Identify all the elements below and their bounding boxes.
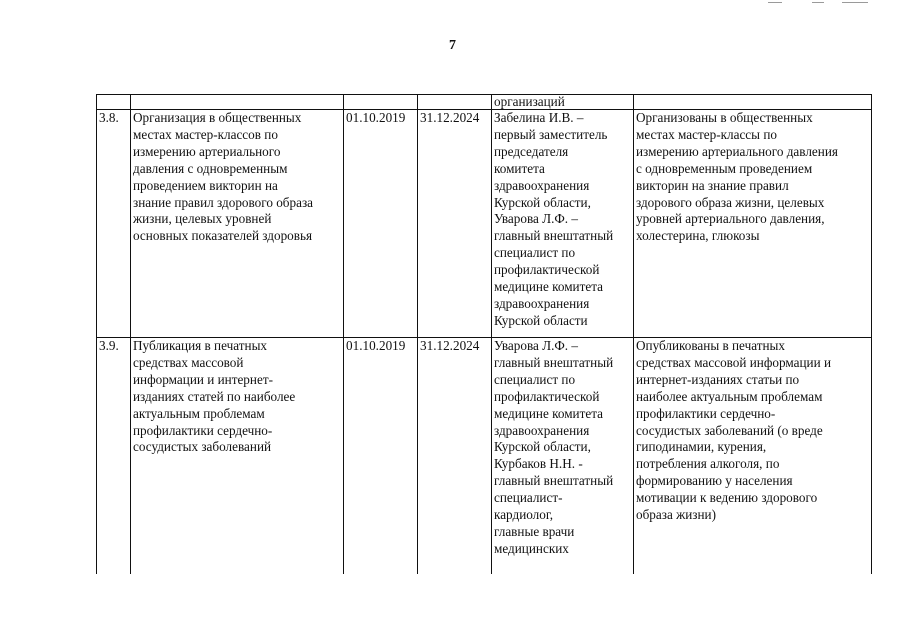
page-number: 7 [449,38,456,53]
cell-num: 3.9. [97,338,131,575]
cell-action: Организация в общественных местах мастер-классов по измерению артериального давления с одновременным проведением викторин на знание правил здорового образа жизни, целевых уровней основных показателей здоровья [131,110,344,338]
cell-action: Публикация в печатных средствах массовой информации и интернет- изданиях статей по наиболее актуальным проблемам профилактики сердечно- сосудистых заболеваний [131,338,344,575]
cell-start-date: 01.10.2019 [344,110,418,338]
cell-result: Организованы в общественных местах мастер-классы по измерению артериального давления с одновременным проведением викторин на знание правил здорового образа жизни, целевых уровней артериального давления, холестерина, глюкозы [634,110,872,338]
cell-responsible: Уварова Л.Ф. – главный внештатный специалист по профилактической медицине комитета здравоохранения Курской области, Курбаков Н.Н. - главный внештатный специалист- кардиолог, главные врачи медицинских [492,338,634,575]
cell-result: Опубликованы в печатных средствах массовой информации и интернет-изданиях статьи по наиболее актуальным проблемам профилактики сердечно- сосудистых заболеваний (о вреде гиподинамии, курения, потребления алкоголя, по формированию у населения мотивации к ведению здорового образа жизни) [634,338,872,575]
cell-end-date: 31.12.2024 [418,110,492,338]
cell-responsible: Забелина И.В. – первый заместитель председателя комитета здравоохранения Курской области, Уварова Л.Ф. – главный внештатный специалист по профилактической медицине комитета здравоохранения Курской области [492,110,634,338]
cell-num: 3.8. [97,110,131,338]
scan-marks [768,2,888,6]
cell-end-date: 31.12.2024 [418,338,492,575]
cell-start-date [344,95,418,110]
table-row-continuation [97,95,872,110]
cell-num [97,95,131,110]
action-plan-table [96,94,872,574]
cell-end-date [418,95,492,110]
cell-result [634,95,872,110]
table-row [97,110,872,338]
cell-responsible: организаций [492,95,634,110]
table-row [97,338,872,575]
cell-action [131,95,344,110]
cell-start-date: 01.10.2019 [344,338,418,575]
